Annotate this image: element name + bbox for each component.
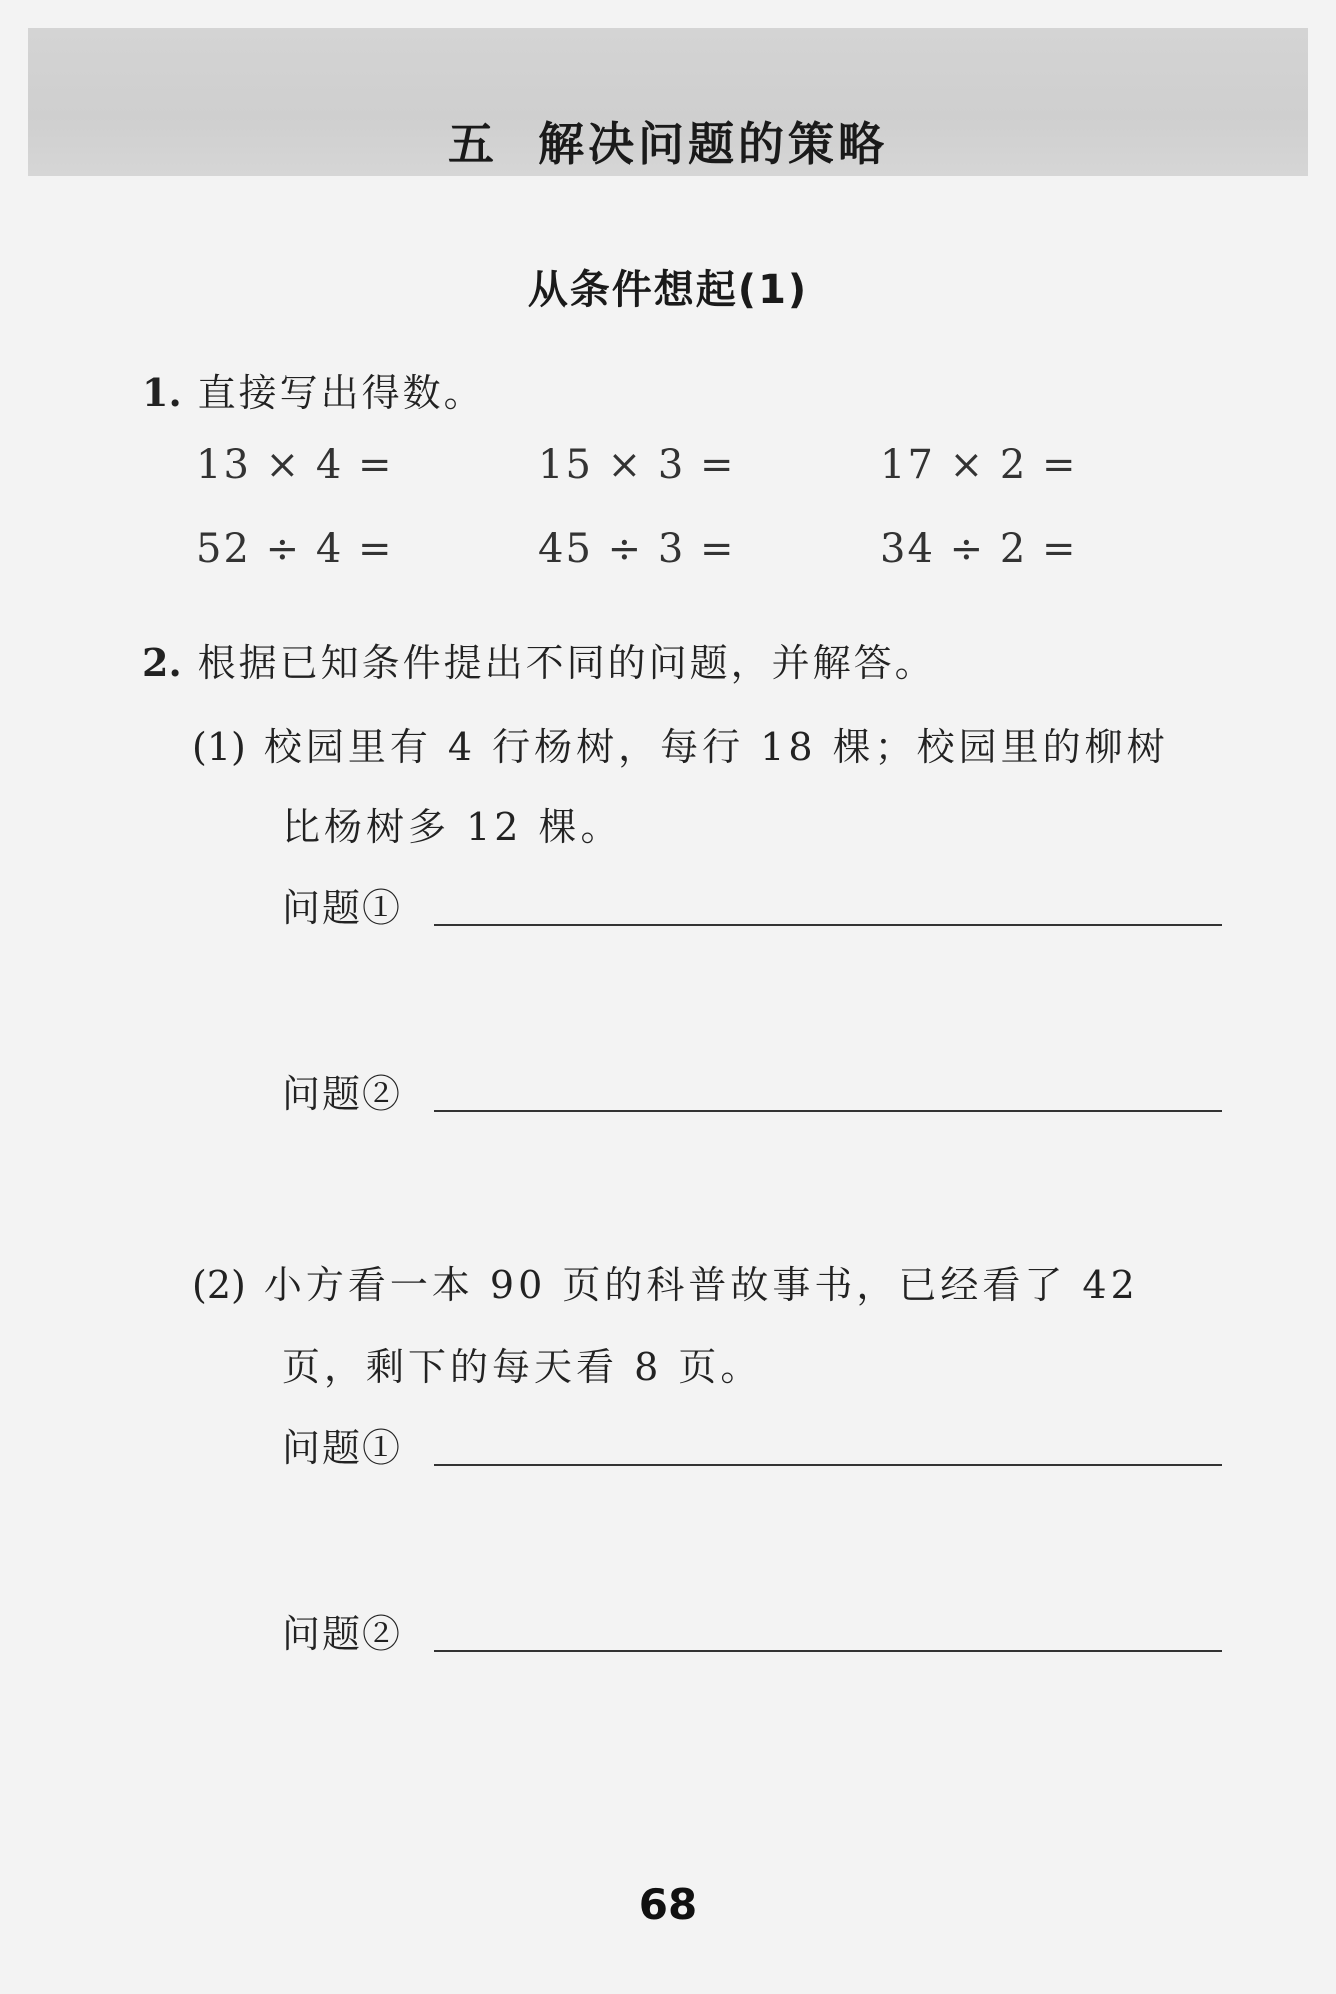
question-label: 问题② (282, 1612, 403, 1656)
part-1-question-1-row (282, 878, 1222, 938)
answer-line[interactable] (434, 1110, 1222, 1112)
chapter-number: 五 (448, 117, 498, 171)
question-1-heading (142, 362, 485, 417)
calc-item: 34 ÷ 2 = (880, 526, 1078, 572)
calc-item: 13 × 4 = (196, 442, 394, 488)
question-1-number: 1. (142, 370, 182, 415)
part-1-text-1: 校园里有 4 行杨树，每行 18 棵；校园里的柳树 (263, 725, 1169, 769)
answer-line[interactable] (434, 924, 1222, 926)
part-2-line-2: 页，剩下的每天看 8 页。 (282, 1345, 763, 1389)
part-1-line-1 (192, 716, 1169, 771)
question-2-heading (142, 632, 936, 687)
part-2-text-1: 小方看一本 90 页的科普故事书，已经看了 42 (263, 1263, 1139, 1307)
calc-item: 15 × 3 = (538, 442, 736, 488)
question-1-prompt: 直接写出得数。 (197, 371, 485, 415)
question-label: 问题② (282, 1072, 403, 1116)
calc-item: 45 ÷ 3 = (538, 526, 736, 572)
question-2-prompt: 根据已知条件提出不同的问题，并解答。 (197, 641, 936, 685)
page-number: 68 (638, 1880, 698, 1929)
part-1-label: (1) (192, 725, 246, 769)
lesson-title: 从条件想起(1) (527, 267, 809, 313)
answer-line[interactable] (434, 1464, 1222, 1466)
part-2-question-2-row (282, 1604, 1222, 1664)
chapter-title (0, 108, 1336, 174)
calc-item: 52 ÷ 4 = (196, 526, 394, 572)
calc-item: 17 × 2 = (880, 442, 1078, 488)
question-label: 问题① (282, 886, 403, 930)
chapter-name: 解决问题的策略 (538, 117, 888, 171)
question-label: 问题① (282, 1426, 403, 1470)
part-1-line-2: 比杨树多 12 棵。 (282, 805, 623, 849)
question-2-number: 2. (142, 640, 182, 685)
part-2-question-1-row (282, 1418, 1222, 1478)
part-2-line-1 (192, 1254, 1139, 1309)
part-2-label: (2) (192, 1263, 246, 1307)
answer-line[interactable] (434, 1650, 1222, 1652)
part-1-question-2-row (282, 1064, 1222, 1124)
